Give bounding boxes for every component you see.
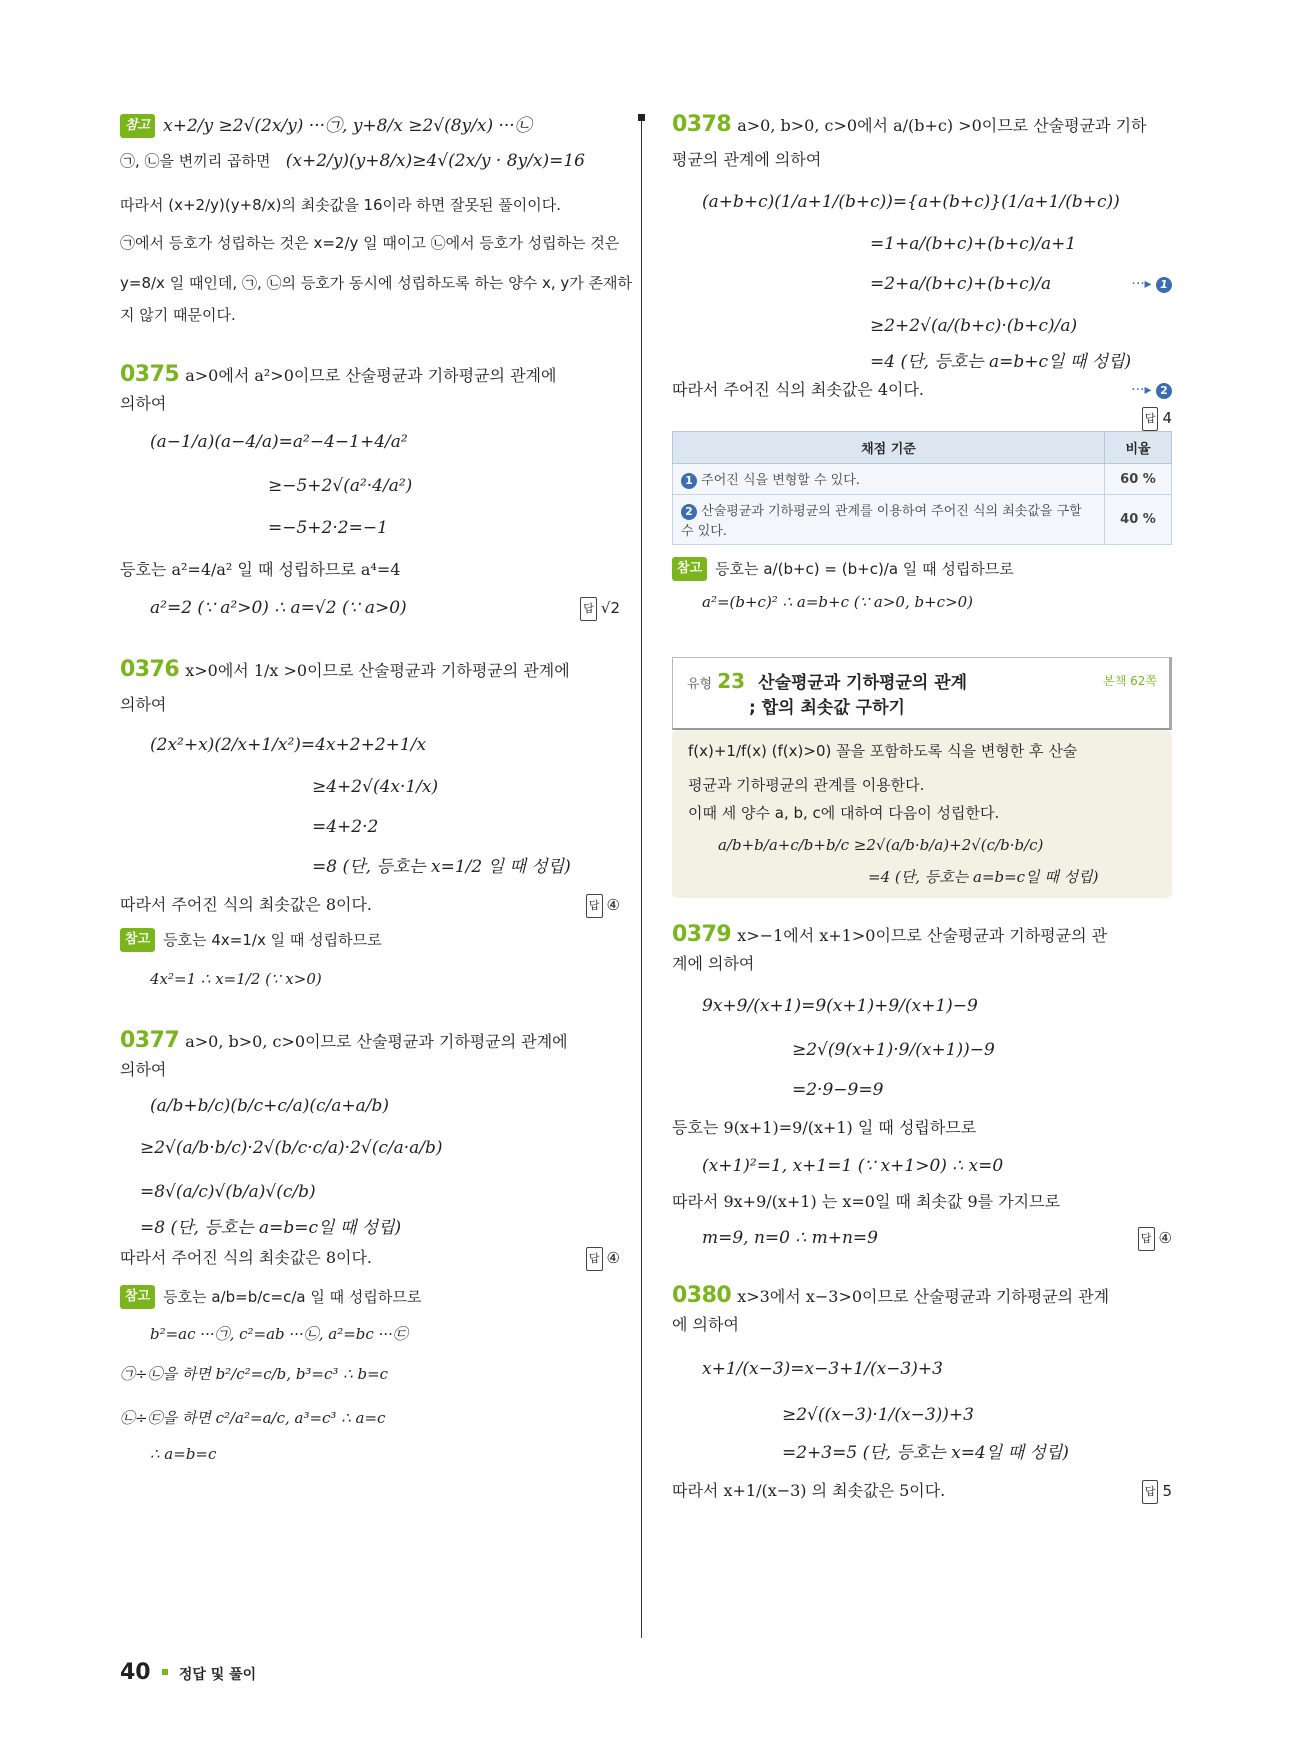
answer-0375: 답 √2 — [580, 597, 620, 621]
problem-0376: 0376 x>0에서 1/x >0이므로 산술평균과 기하평균의 관계에 의하여 (2x²+x)(2/x+1/x²)=4x+2+2+1/x ≥4+2√(4x·1/x) =4+2·2 =8 (단, 등호는 x=1/2 일 때 성립) 따라서 주어진 식의 최솟값은 8이다. 답 ④ 참고 등호는 4x=1/x 일 때 성립하므로 4x²=1 ∴ x=1/2 (∵ x>0) — [120, 657, 620, 988]
type-23-header: 유형 23 산술평균과 기하평균의 관계 ; 합의 최솟값 구하기 본책 62쪽 — [672, 657, 1172, 730]
answer-0380: 답 5 — [1142, 1480, 1172, 1504]
problem-number: 0380 — [672, 1283, 732, 1308]
answer-icon: 답 — [1138, 1227, 1155, 1251]
right-column — [672, 110, 1172, 1504]
problem-number: 0376 — [120, 657, 180, 682]
grading-header-ratio: 비율 — [1105, 432, 1172, 464]
note-tag: 참고 — [120, 114, 155, 138]
page-footer — [120, 1660, 256, 1685]
answer-icon: 답 — [1142, 407, 1159, 431]
answer-icon: 답 — [580, 597, 597, 621]
grading-table — [672, 431, 1172, 545]
answer-icon: 답 — [586, 894, 603, 918]
problem-0378: 0378 a>0, b>0, c>0에서 a/(b+c) >0이므로 산술평균과 기하 평균의 관계에 의하여 (a+b+c)(1/a+1/(b+c))={a+(b+c)}(1/a+1/(b+c)) =1+a/(b+c)+(b+c)/a+1 =2+a/(b+c)+(b+c)/a ···▸ 1 ≥2+2√(a/(b+c)·(b+c)/a) =4 (단, 등호는 a=b+c일 때 성립) 따라서 주어진 식의 최솟값은 4이다. ···▸ 2 답 4 — [672, 114, 1172, 401]
problem-number: 0378 — [672, 112, 732, 137]
problem-0375: 0375 a>0에서 a²>0이므로 산술평균과 기하평균의 관계에 의하여 (a−1/a)(a−4/a)=a²−4−1+4/a² ≥−5+2√(a²·4/a²) =−5+2·2=−1 등호는 a²=4/a² 일 때 성립하므로 a⁴=4 a²=2 (∵ a²>0) ∴ a=√2 (∵ a>0) 답 √2 — [120, 364, 620, 619]
step-circle-1: 1 — [1156, 277, 1172, 293]
note-tag: 참고 — [672, 557, 707, 581]
grading-header-criteria: 채점 기준 — [673, 432, 1105, 464]
page-number: 40 — [120, 1660, 151, 1685]
footer-label: 정답 및 풀이 — [178, 1667, 257, 1683]
step-circle-2: 2 — [1156, 383, 1172, 399]
answer-0376: 답 ④ — [586, 894, 620, 918]
page-reference: 본책 62쪽 — [1103, 674, 1157, 688]
divider-dot — [638, 114, 645, 121]
problem-0377: 0377 a>0, b>0, c>0이므로 산술평균과 기하평균의 관계에 의하여 (a/b+b/c)(b/c+c/a)(c/a+a/b) ≥2√(a/b·b/c)·2√(b/c·c/a)·2√(c/a·a/b) =8√(a/c)√(b/a)√(c/b) =8 (단, 등호는 a=b=c일 때 성립) 따라서 주어진 식의 최솟값은 8이다. 답 ④ 참고 등호는 a/b=b/c=c/a 일 때 성립하므로 b²=ac ···㉠, c²=ab ···㉡, a²=bc ···㉢ ㉠÷㉡을 하면 b²/c²=c/b, b³=c³ ∴ b=c ㉡÷㉢을 하면 c²/a²=a/c, a³=c³ ∴ a=c ∴ a=b=c — [120, 1028, 620, 1463]
left-column — [120, 110, 632, 1465]
answer-0379: 답 ④ — [1138, 1227, 1172, 1251]
problem-number: 0375 — [120, 362, 180, 387]
note-block-0378: 참고 등호는 a/(b+c) = (b+c)/a 일 때 성립하므로 a²=(b+c)² ∴ a=b+c (∵ a>0, b+c>0) — [672, 557, 1172, 613]
answer-0377: 답 ④ — [586, 1247, 620, 1271]
column-divider — [641, 114, 642, 1638]
step-marker-1: ···▸ 1 — [1131, 273, 1172, 295]
criteria-circle: 2 — [681, 504, 697, 520]
problem-number: 0377 — [120, 1028, 180, 1053]
criteria-circle: 1 — [681, 473, 697, 489]
table-row: 1 주어진 식을 변형할 수 있다. 60 % — [673, 464, 1172, 495]
problem-number: 0379 — [672, 922, 732, 947]
note-block-0374: 참고 x+2/y ≥2√(2x/y) ···㉠, y+8/x ≥2√(8y/x) ···㉡ ㉠, ㉡을 변끼리 곱하면 (x+2/y)(y+8/x)≥4√(2x/y · 8y/x)=16 따라서 (x+2/y)(y+8/x)의 최솟값을 16이라 하면 잘못된 풀이이다. ㉠에서 등호가 성립하는 것은 x=2/y 일 때이고 ㉡에서 등호가 성립하는 것은 y=8/x 일 때인데, ㉠, ㉡의 등호가 동시에 성립하도록 하는 양수 x, y가 존재하 지 않기 때문이다. — [120, 116, 632, 324]
type-23-tip: f(x)+1/f(x) (f(x)>0) 꼴을 포함하도록 식을 변형한 후 산술 평균과 기하평균의 관계를 이용한다. 이때 세 양수 a, b, c에 대하여 다음이 성립한다. a/b+b/a+c/b+b/c ≥2√(a/b·b/a)+2√(c/b·b/c) =4 (단, 등호는 a=b=c일 때 성립) — [672, 730, 1172, 898]
problem-0379: 0379 x>−1에서 x+1>0이므로 산술평균과 기하평균의 관 계에 의하여 9x+9/(x+1)=9(x+1)+9/(x+1)−9 ≥2√(9(x+1)·9/(x+1))−9 =2·9−9=9 등호는 9(x+1)=9/(x+1) 일 때 성립하므로 (x+1)²=1, x+1=1 (∵ x+1>0) ∴ x=0 따라서 9x+9/(x+1) 는 x=0일 때 최솟값 9를 가지므로 m=9, n=0 ∴ m+n=9 답 ④ — [672, 924, 1172, 1249]
footer-square-icon — [162, 1669, 168, 1675]
note-tag: 참고 — [120, 1285, 155, 1309]
step-marker-2: ···▸ 2 — [1131, 379, 1172, 401]
answer-icon: 답 — [1142, 1480, 1159, 1504]
problem-0380: 0380 x>3에서 x−3>0이므로 산술평균과 기하평균의 관계 에 의하여 x+1/(x−3)=x−3+1/(x−3)+3 ≥2√((x−3)·1/(x−3))+3 =2+3=5 (단, 등호는 x=4일 때 성립) 따라서 x+1/(x−3) 의 최솟값은 5이다. 답 5 — [672, 1285, 1172, 1502]
answer-icon: 답 — [586, 1247, 603, 1271]
note-tag: 참고 — [120, 928, 155, 952]
table-row: 2 산술평균과 기하평균의 관계를 이용하여 주어진 식의 최솟값을 구할 수 있다. 40 % — [673, 495, 1172, 545]
answer-0378: 답 4 — [1142, 407, 1172, 431]
